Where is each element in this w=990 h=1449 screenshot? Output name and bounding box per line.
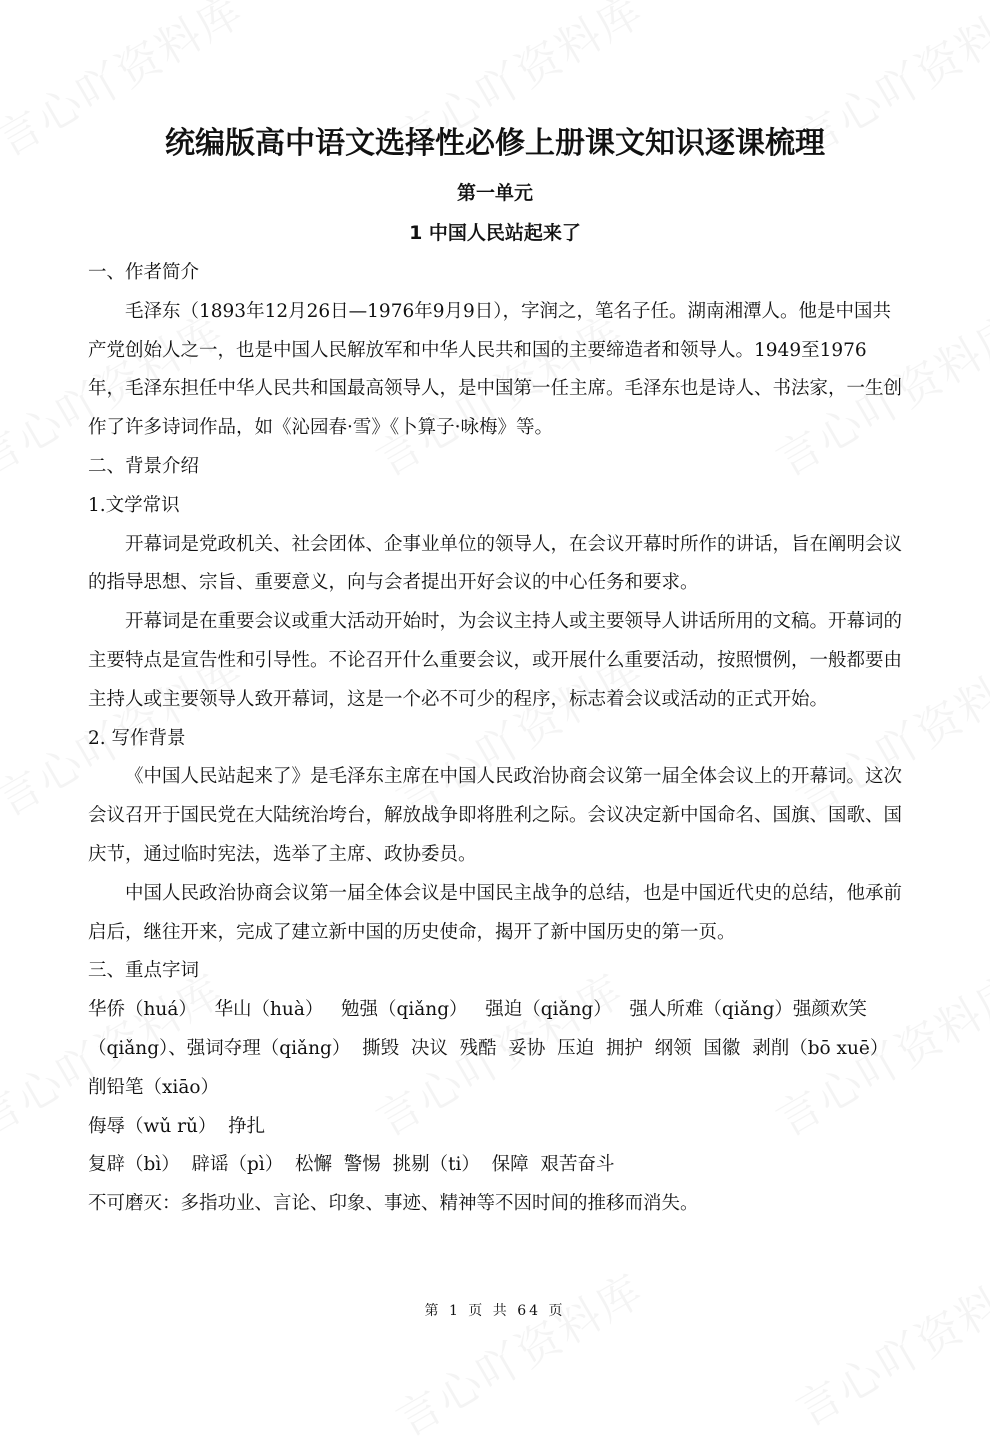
lesson-title: 1 中国人民站起来了 [409,222,581,244]
vocabulary-line-4: 不可磨灭：多指功业、言论、印象、事迹、精神等不因时间的推移而消失。 [88,1193,699,1215]
literature-paragraph-1: 开幕词是党政机关、社会团体、企事业单位的领导人，在会议开幕时所作的讲话，旨在阐明会议的指导思想、宗旨、重要意义，向与会者提出开好会议的中心任务和要求。 [88,533,903,594]
vocabulary-line-3: 复辟（bì） 辟谣（pì） 松懈 警惕 挑剔（ti） 保障 艰苦奋斗 [88,1154,615,1176]
writing-background-paragraph-2: 中国人民政治协商会议第一届全体会议是中国民主战争的总结，也是中国近代史的总结，他承前启后，继往开来，完成了建立新中国的历史使命，揭开了新中国历史的第一页。 [88,882,903,943]
unit-title: 第一单元 [456,182,533,204]
author-heading: 一、作者简介 [88,262,200,283]
vocabulary-heading: 三、重点字词 [88,960,200,982]
document-body [88,254,903,1224]
background-heading: 二、背景介绍 [88,455,200,477]
author-paragraph: 毛泽东（1893年12月26日—1976年9月9日），字润之，笔名子任。湖南湘潭人。他是中国共产党创始人之一，也是中国人民解放军和中华人民共和国的主要缔造者和领导人。1949至1976年，毛泽东担任中华人民共和国最高领导人，是中国第一任主席。毛泽东也是诗人、书法家，一生创作了许多诗词作品，如《沁园春·雪》《卜算子·咏梅》等。 [88,300,903,439]
vocabulary-line-2: 侮辱（wǔ rǔ） 挣扎 [88,1115,266,1137]
literature-heading: 1.文学常识 [88,494,180,516]
document-title: 统编版高中语文选择性必修上册课文知识逐课梳理 [165,126,825,161]
literature-paragraph-2: 开幕词是在重要会议或重大活动开始时，为会议主持人或主要领导人讲话所用的文稿。开幕词的主要特点是宣告性和引导性。不论召开什么重要会议，或开展什么重要活动，按照惯例，一般都要由主持人或主要领导人致开幕词，这是一个必不可少的程序，标志着会议或活动的正式开始。 [88,611,903,710]
watermark [782,1245,990,1438]
writing-background-paragraph-1: 《中国人民站起来了》是毛泽东主席在中国人民政治协商会议第一届全体会议上的开幕词。这次会议召开于国民党在大陆统治垮台，解放战争即将胜利之际。会议决定新中国命名、国旗、国歌、国庆节，通过临时宪法，选举了主席、政协委员。 [88,766,903,865]
watermark [382,1255,653,1448]
writing-background-heading: 2. 写作背景 [88,727,186,749]
vocabulary-line-1: 华侨（huá） 华山（huà） 勉强（qiǎng） 强迫（qiǎng） 强人所难（qiǎng）强颜欢笑（qiǎng）、强词夺理（qiǎng） 撕毁 决议 残酷 妥协 压迫 拥护 纲领 国徽 剥削（bō xuē） 削铅笔（xiāo） [88,999,901,1098]
page-footer: 第 1 页 共 64 页 [424,1303,566,1319]
